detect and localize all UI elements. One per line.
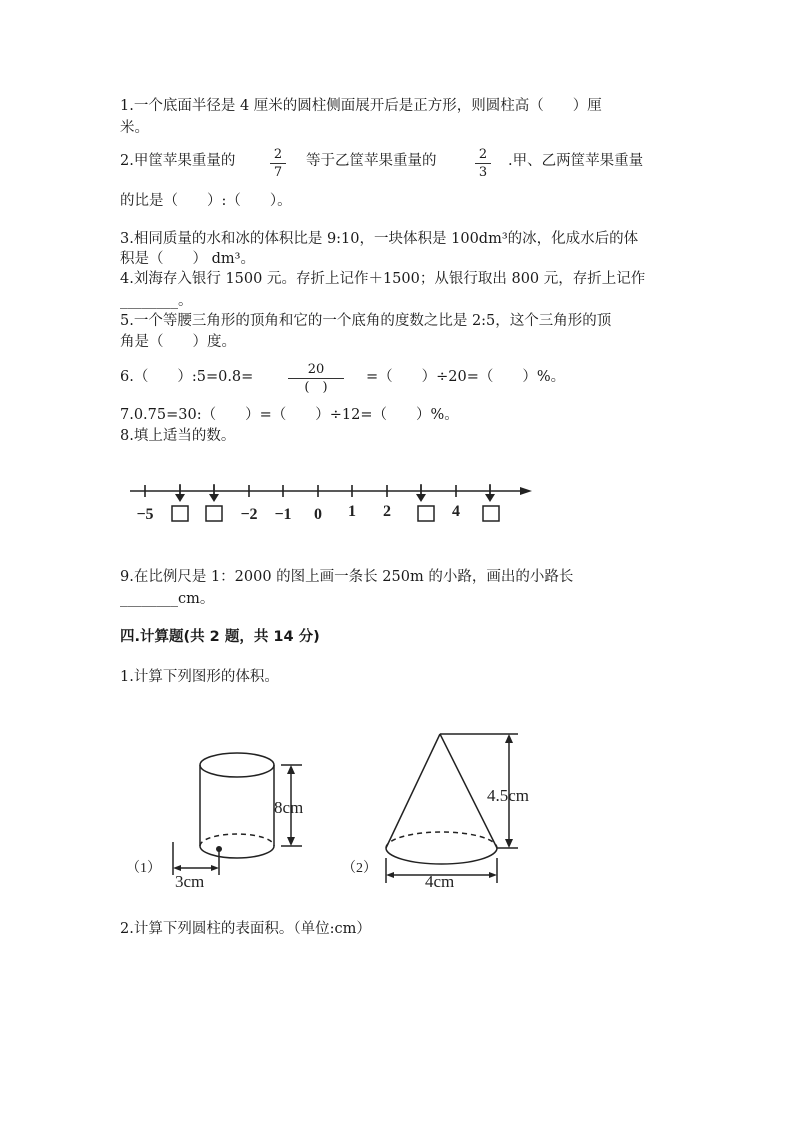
answer-box[interactable] bbox=[172, 506, 188, 521]
fraction-bar bbox=[475, 163, 491, 164]
q6-part-a: 6.（ ）:5=0.8= bbox=[120, 369, 254, 385]
number-line-label: −1 bbox=[274, 506, 292, 523]
q2-fraction-1-numerator: 2 bbox=[273, 147, 283, 162]
q8-text: 8.填上适当的数。 bbox=[120, 428, 236, 444]
cylinder-height-label: 8cm bbox=[274, 798, 304, 817]
fraction-bar bbox=[288, 378, 344, 379]
number-line-label: 0 bbox=[314, 506, 322, 523]
q4-line1: 4.刘海存入银行 1500 元。存折上记作＋1500；从银行取出 800 元，存折上记作 bbox=[120, 271, 646, 287]
q6-fraction bbox=[288, 362, 344, 395]
down-arrow-icon bbox=[485, 494, 495, 502]
q9-line1: 9.在比例尺是 1：2000 的图上画一条长 250m 的小路，画出的小路长 bbox=[120, 569, 574, 585]
q3-line2: 积是（ ） dm³。 bbox=[120, 251, 255, 267]
answer-box[interactable] bbox=[206, 506, 222, 521]
figure-2-label: （2） bbox=[342, 861, 377, 876]
q5-line1: 5.一个等腰三角形的顶角和它的一个底角的度数之比是 2:5，这个三角形的顶 bbox=[120, 313, 612, 329]
section-title: 四.计算题(共 2 题，共 14 分) bbox=[120, 629, 320, 645]
q2-fraction-1 bbox=[270, 147, 286, 180]
q1-line2: 米。 bbox=[120, 120, 149, 136]
number-line-arrowhead bbox=[520, 487, 532, 495]
cone-figure bbox=[386, 734, 518, 883]
q2-part-c: .甲、乙两筐苹果重量 bbox=[508, 153, 644, 169]
q3-line1: 3.相同质量的水和冰的体积比是 9:10，一块体积是 100dm³的冰，化成水后的体 bbox=[120, 231, 639, 247]
cylinder-radius-label: 3cm bbox=[175, 872, 205, 891]
answer-box[interactable] bbox=[483, 506, 499, 521]
center-dot bbox=[216, 846, 222, 852]
q2-part-a: 2.甲筐苹果重量的 bbox=[120, 153, 236, 169]
down-arrow-icon bbox=[209, 494, 219, 502]
number-line-label: 2 bbox=[383, 503, 391, 520]
figure-1-label: （1） bbox=[126, 861, 161, 876]
q2-part-b: 等于乙筐苹果重量的 bbox=[306, 153, 437, 169]
q6-fraction-denominator: ( ) bbox=[304, 380, 328, 395]
fraction-bar bbox=[270, 163, 286, 164]
q9-line2: ________cm。 bbox=[120, 591, 215, 607]
number-line bbox=[0, 470, 794, 530]
section4-q2: 2.计算下列圆柱的表面积。（单位:cm） bbox=[120, 921, 371, 937]
number-line-label: −2 bbox=[240, 506, 258, 523]
q1-line1: 1.一个底面半径是 4 厘米的圆柱侧面展开后是正方形，则圆柱高（ ）厘 bbox=[120, 98, 602, 114]
number-line-label: 1 bbox=[348, 503, 356, 520]
answer-box[interactable] bbox=[418, 506, 434, 521]
number-line-label: −5 bbox=[136, 506, 154, 523]
q2-fraction-1-denominator: 7 bbox=[273, 165, 283, 180]
q2-fraction-2-denominator: 3 bbox=[478, 165, 488, 180]
q7-text: 7.0.75=30:（ ）=（ ）÷12=（ ）%。 bbox=[120, 407, 459, 423]
q4-line2: ________。 bbox=[120, 293, 193, 309]
cone-diameter-label: 4cm bbox=[425, 872, 455, 891]
down-arrow-icon bbox=[416, 494, 426, 502]
volume-figures bbox=[0, 720, 794, 900]
section4-q1: 1.计算下列图形的体积。 bbox=[120, 669, 279, 685]
q2-line2: 的比是（ ）:（ ）。 bbox=[120, 193, 292, 209]
q5-line2: 角是（ ）度。 bbox=[120, 334, 236, 350]
q6-fraction-numerator: 20 bbox=[307, 362, 325, 377]
q2-fraction-2 bbox=[475, 147, 491, 180]
number-line-label: 4 bbox=[452, 503, 460, 520]
down-arrow-icon bbox=[175, 494, 185, 502]
cone-height-label: 4.5cm bbox=[487, 786, 530, 805]
q2-fraction-2-numerator: 2 bbox=[478, 147, 488, 162]
q6-part-b: =（ ）÷20=（ ）%。 bbox=[366, 369, 566, 385]
